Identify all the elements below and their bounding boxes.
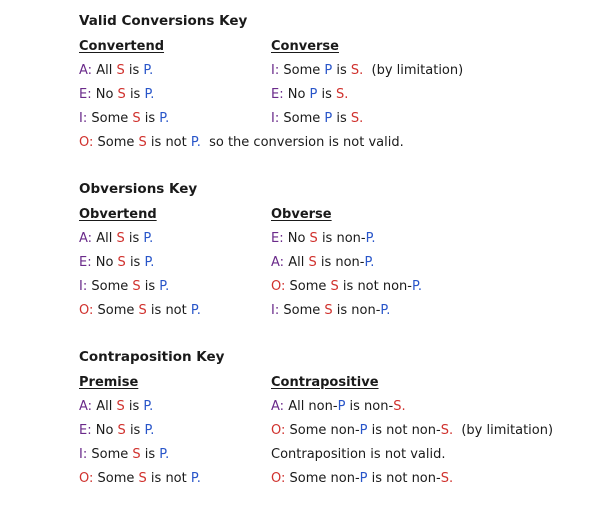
left-column-header: Premise	[79, 375, 139, 390]
contrapositive-I-note	[271, 443, 446, 467]
text-segment: A:	[79, 231, 97, 246]
text-segment: Some	[283, 63, 325, 78]
text-segment: No	[95, 87, 118, 102]
text-segment: No	[95, 423, 118, 438]
text-segment: Some	[91, 447, 133, 462]
section-title: Obversions Key	[79, 181, 198, 197]
text-segment: S	[138, 135, 147, 150]
text-segment: is	[332, 63, 351, 78]
text-segment: is	[332, 111, 351, 126]
text-segment: Some non-	[289, 471, 360, 486]
text-segment: Some	[91, 279, 133, 294]
text-segment: I:	[271, 111, 284, 126]
text-segment: O:	[271, 423, 290, 438]
text-segment: E:	[271, 231, 288, 246]
text-segment: P	[309, 87, 318, 102]
text-segment: is non-	[317, 231, 366, 246]
contraposition-section	[79, 347, 599, 491]
text-segment: I:	[79, 279, 92, 294]
text-segment: so the conversion is not valid.	[200, 135, 404, 150]
text-segment: S	[117, 255, 126, 270]
text-segment: is not	[146, 135, 191, 150]
text-segment: (by limitation)	[453, 423, 554, 438]
text-segment: P.	[159, 111, 170, 126]
premise-A	[79, 395, 153, 419]
text-segment: P	[324, 63, 333, 78]
text-segment: P	[337, 399, 346, 414]
obverse-O	[271, 299, 390, 323]
text-segment: (by limitation)	[363, 63, 464, 78]
premise-O	[79, 467, 201, 491]
text-segment: S.	[440, 471, 454, 486]
text-segment: Some	[289, 279, 331, 294]
proposition-row	[79, 443, 599, 467]
right-column-header: Obverse	[271, 207, 332, 222]
converse-I	[271, 107, 363, 131]
proposition-row	[79, 467, 599, 491]
text-segment: P.	[144, 255, 155, 270]
text-segment: S	[116, 63, 125, 78]
conversions-section	[79, 11, 599, 155]
text-segment: is	[125, 423, 145, 438]
column-headers	[79, 203, 599, 227]
obvertend-O	[79, 299, 201, 323]
text-segment: S.	[393, 399, 406, 414]
left-column-header: Obvertend	[79, 207, 157, 222]
text-segment: I:	[79, 447, 92, 462]
text-segment: Some	[97, 135, 139, 150]
right-column-header: Converse	[271, 39, 339, 54]
text-segment: S	[116, 399, 125, 414]
text-segment: is not	[146, 471, 191, 486]
text-segment: P.	[159, 279, 170, 294]
text-segment: Some	[97, 471, 139, 486]
text-segment: S	[117, 423, 126, 438]
text-segment: P	[359, 471, 368, 486]
premise-E	[79, 419, 154, 443]
proposition-row	[79, 59, 599, 83]
text-segment: P.	[144, 87, 155, 102]
text-segment: P.	[144, 423, 155, 438]
text-segment: I:	[271, 303, 284, 318]
text-segment: P.	[364, 255, 375, 270]
proposition-row	[79, 419, 599, 443]
text-segment: A:	[79, 399, 97, 414]
text-segment: S.	[336, 87, 349, 102]
proposition-row	[79, 395, 599, 419]
proposition-row	[79, 227, 599, 251]
proposition-row	[79, 299, 599, 323]
text-segment: P	[359, 423, 368, 438]
section-title: Contraposition Key	[79, 349, 225, 365]
text-segment: S	[324, 303, 333, 318]
convertend-E	[79, 83, 154, 107]
text-segment: P.	[143, 399, 154, 414]
convertend-I	[79, 107, 169, 131]
text-segment: O:	[79, 135, 98, 150]
text-segment: is non-	[332, 303, 381, 318]
text-segment: P.	[143, 63, 154, 78]
text-segment: O:	[79, 471, 98, 486]
text-segment: P.	[412, 279, 422, 294]
text-segment: P.	[380, 303, 391, 318]
text-segment: is not non-	[367, 471, 441, 486]
converse-A	[271, 59, 463, 83]
text-segment: S.	[350, 63, 364, 78]
text-segment: All non-	[288, 399, 338, 414]
proposition-row	[79, 83, 599, 107]
text-segment: S.	[350, 111, 364, 126]
obverse-I	[271, 275, 422, 299]
text-segment: P.	[143, 231, 154, 246]
column-headers	[79, 371, 599, 395]
converse-E	[271, 83, 348, 107]
text-segment: Some	[283, 303, 325, 318]
obvertend-A	[79, 227, 153, 251]
text-segment: P.	[365, 231, 376, 246]
text-segment: is	[125, 255, 145, 270]
text-segment: A:	[271, 399, 289, 414]
text-segment: Contraposition is not valid.	[271, 447, 446, 462]
text-segment: S	[138, 471, 147, 486]
text-segment: S	[132, 111, 141, 126]
text-segment: I:	[271, 63, 284, 78]
text-segment: No	[95, 255, 118, 270]
column-headers	[79, 35, 599, 59]
text-segment: P	[324, 111, 333, 126]
text-segment: O:	[271, 279, 290, 294]
text-segment: A:	[79, 63, 97, 78]
text-segment: is not non-	[367, 423, 441, 438]
text-segment: S	[116, 231, 125, 246]
premise-I	[79, 443, 169, 467]
text-segment: No	[287, 87, 310, 102]
proposition-row	[79, 107, 599, 131]
text-segment: E:	[79, 255, 96, 270]
text-segment: Some	[97, 303, 139, 318]
text-segment: S	[132, 279, 141, 294]
text-segment: is	[140, 447, 160, 462]
text-segment: All	[96, 63, 117, 78]
text-segment: O:	[79, 303, 98, 318]
text-segment: I:	[79, 111, 92, 126]
section-title: Valid Conversions Key	[79, 13, 248, 29]
text-segment: is not non-	[338, 279, 412, 294]
text-segment: All	[96, 231, 117, 246]
convertend-A	[79, 59, 153, 83]
obvertend-I	[79, 275, 169, 299]
obverse-A	[271, 227, 376, 251]
text-segment: S	[117, 87, 126, 102]
text-segment: is	[140, 279, 160, 294]
text-segment: P.	[159, 447, 170, 462]
text-segment: is non-	[316, 255, 365, 270]
text-segment: S	[309, 231, 318, 246]
text-segment: All	[288, 255, 309, 270]
right-column-header: Contrapositive	[271, 375, 379, 390]
text-segment: P.	[190, 135, 201, 150]
contrapositive-A	[271, 395, 406, 419]
text-segment: is	[140, 111, 160, 126]
text-segment: S	[132, 447, 141, 462]
text-segment: Some	[91, 111, 133, 126]
text-segment: is	[124, 399, 144, 414]
proposition-row	[79, 131, 599, 155]
text-segment: Some	[283, 111, 325, 126]
text-segment: S	[330, 279, 339, 294]
text-segment: Some non-	[289, 423, 360, 438]
text-segment: is non-	[345, 399, 394, 414]
text-segment: No	[287, 231, 310, 246]
contrapositive-E	[271, 419, 553, 443]
proposition-row	[79, 275, 599, 299]
text-segment: E:	[79, 423, 96, 438]
proposition-row	[79, 251, 599, 275]
text-segment: All	[96, 399, 117, 414]
text-segment: E:	[271, 87, 288, 102]
text-segment: O:	[271, 471, 290, 486]
text-segment: S	[138, 303, 147, 318]
text-segment: is	[124, 63, 144, 78]
left-column-header: Convertend	[79, 39, 165, 54]
text-segment: S.	[440, 423, 454, 438]
obvertend-E	[79, 251, 154, 275]
text-segment: P.	[190, 303, 201, 318]
text-segment: P.	[190, 471, 201, 486]
text-segment: S	[308, 255, 317, 270]
text-segment: A:	[271, 255, 289, 270]
text-segment: is	[124, 231, 144, 246]
text-segment: is	[317, 87, 337, 102]
contrapositive-O	[271, 467, 453, 491]
obversions-section	[79, 179, 599, 323]
obverse-E	[271, 251, 374, 275]
text-segment: E:	[79, 87, 96, 102]
text-segment: is not	[146, 303, 191, 318]
text-segment: is	[125, 87, 145, 102]
convertend-O-note	[79, 131, 404, 155]
